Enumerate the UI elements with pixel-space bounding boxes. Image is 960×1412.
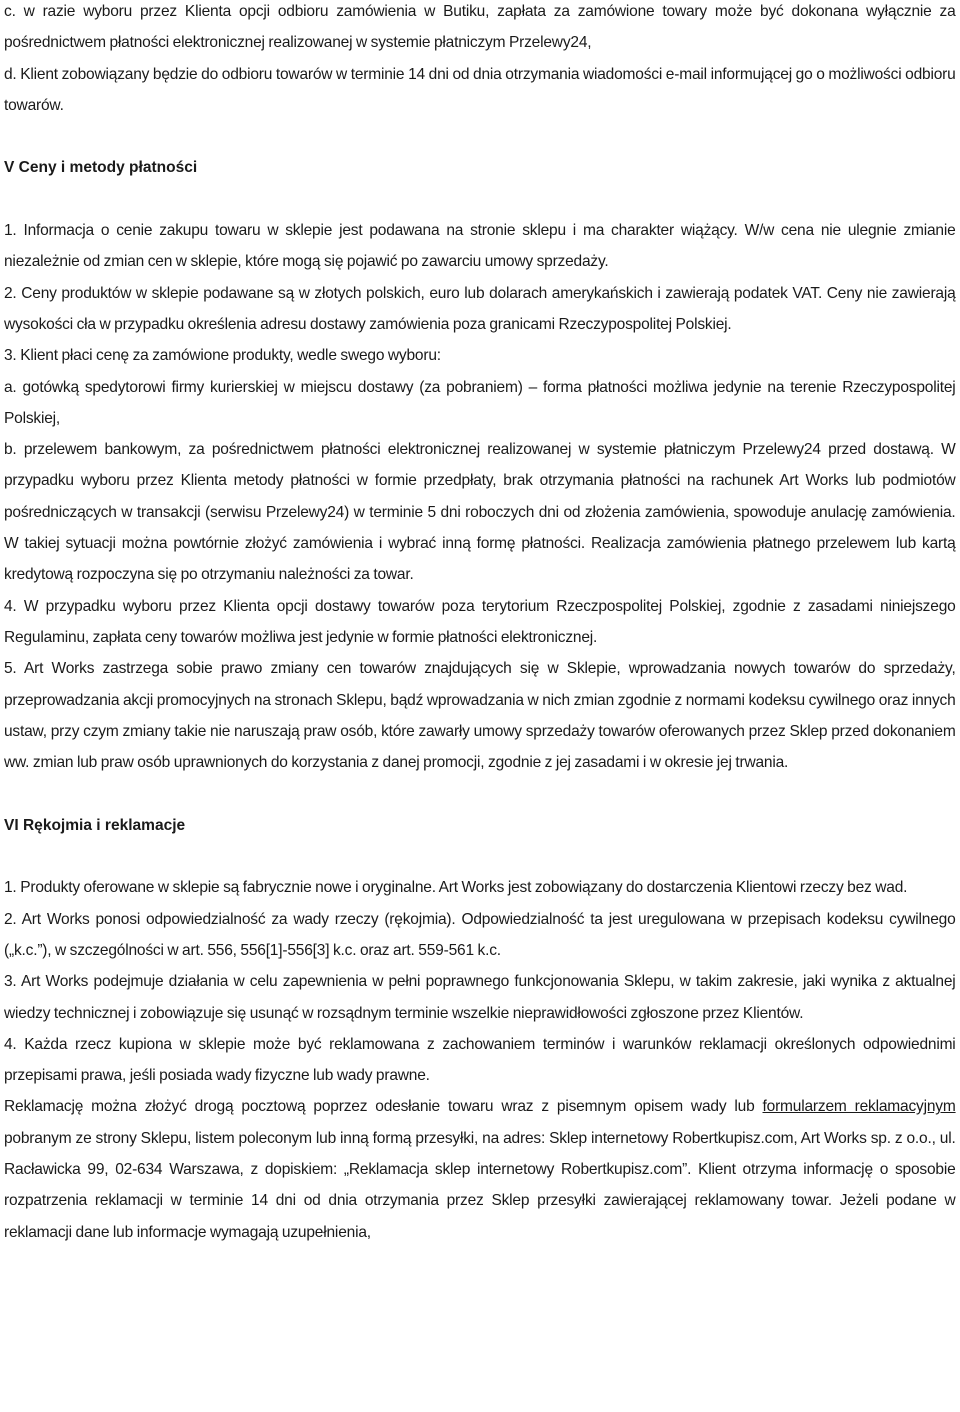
v-paragraph-4: 4. W przypadku wyboru przez Klienta opcji dostawy towarów poza terytorium Rzeczpospolitej Polskiej, zgodnie z zasadami niniejszego Regulaminu, zapłata ceny towarów możliwa jest jedynie w formie płatności elektronicznej.: [4, 597, 956, 646]
paragraph-c: c. w razie wyboru przez Klienta opcji odbioru zamówienia w Butiku, zapłata za zamówione towary może być dokonana wyłącznie za pośrednictwem płatności elektronicznej realizowanej w systemie płatniczym Przelewy24,: [4, 3, 956, 52]
vi-paragraph-1: 1. Produkty oferowane w sklepie są fabrycznie nowe i oryginalne. Art Works jest zobowiązany do dostarczenia Klientowi rzeczy bez wad.: [4, 879, 908, 897]
v-paragraph-3: 3. Klient płaci cenę za zamówione produkty, wedle swego wyboru:: [4, 347, 441, 365]
vi-paragraph-2: 2. Art Works ponosi odpowiedzialność za wady rzeczy (rękojmia). Odpowiedzialność ta jest uregulowana w przepisach kodeksu cywilnego („k.c.”), w szczególności w art. 556, 556[1]-556[3] k.c. oraz art. 559-561 k.c.: [4, 910, 956, 959]
vi-paragraph-3: 3. Art Works podejmuje działania w celu zapewnienia w pełni poprawnego funkcjonowania Sklepu, w takim zakresie, jaki wynika z aktualnej wiedzy technicznej i zobowiązuje się usunąć w rozsądnym terminie wszelkie nieprawidłowości zgłoszone przez Klientów.: [4, 973, 956, 1022]
spacer: [4, 184, 956, 215]
vi-paragraph-5: [4, 1091, 956, 1247]
spacer: [4, 121, 956, 152]
document-page: [4, 0, 956, 1248]
spacer: [4, 841, 956, 872]
complaint-text-before: Reklamację można złożyć drogą pocztową poprzez odesłanie towaru wraz z pisemnym opisem wady lub: [4, 1098, 763, 1116]
v-paragraph-2: 2. Ceny produktów w sklepie podawane są w złotych polskich, euro lub dolarach amerykańskich i zawierają podatek VAT. Ceny nie zawierają wysokości cła w przypadku określenia adresu dostawy zamówienia poza granicami Rzeczypospolitej Polskiej.: [4, 284, 956, 333]
v-paragraph-1: 1. Informacja o cenie zakupu towaru w sklepie jest podawana na stronie sklepu i ma charakter wiążący. W/w cena nie ulegnie zmianie niezależnie od zmian cen w sklepie, które mogą się pojawić po zawarciu umowy sprzedaży.: [4, 222, 956, 271]
paragraph-d: d. Klient zobowiązany będzie do odbioru towarów w terminie 14 dni od dnia otrzymania wiadomości e-mail informującej go o możliwości odbioru towarów.: [4, 65, 956, 114]
complaint-text-after: pobranym ze strony Sklepu, listem poleconym lub inną formą przesyłki, na adres: Sklep internetowy Robertkupisz.com, Art Works sp. z o.o., ul. Racławicka 99, 02-634 Warszawa, z dopiskiem: „Reklamacja sklep internetowy Robertkupisz.com”. Klient otrzyma informację o sposobie rozpatrzenia reklamacji w terminie 14 dni od dnia otrzymania przez Sklep przesyłki zawierającej reklamowany towar. Jeżeli podane w reklamacji dane lub informacje wymagają uzupełnienia,: [4, 1129, 956, 1241]
v-paragraph-3b: b. przelewem bankowym, za pośrednictwem płatności elektronicznej realizowanej w systemie płatniczym Przelewy24 przed dostawą. W przypadku wyboru przez Klienta metody płatności w formie przedpłaty, brak otrzymania płatności na rachunek Art Works lub podmiotów pośredniczących w transakcji (serwisu Przelewy24) w terminie 5 dni roboczych dni od złożenia zamówienia, spowoduje anulację zamówienia. W takiej sytuacji można powtórnie złożyć zamówienia i wybrać inną formę płatności. Realizacja zamówienia płatnego przelewem lub kartą kredytową rozpoczyna się po otrzymaniu należności za towar.: [4, 441, 956, 584]
section-heading-v: V Ceny i metody płatności: [4, 159, 198, 177]
spacer: [4, 778, 956, 809]
v-paragraph-3a: a. gotówką spedytorowi firmy kurierskiej w miejscu dostawy (za pobraniem) – forma płatności możliwa jedynie na terenie Rzeczypospolitej Polskiej,: [4, 378, 956, 427]
complaint-form-link[interactable]: formularzem reklamacyjnym: [762, 1098, 956, 1116]
vi-paragraph-4: 4. Każda rzecz kupiona w sklepie może być reklamowana z zachowaniem terminów i warunków reklamacji określonych odpowiednimi przepisami prawa, jeśli posiada wady fizyczne lub wady prawne.: [4, 1035, 956, 1085]
section-heading-vi: VI Rękojmia i reklamacje: [4, 816, 186, 834]
v-paragraph-5: 5. Art Works zastrzega sobie prawo zmiany cen towarów znajdujących się w Sklepie, wprowadzania nowych towarów do sprzedaży, przeprowadzania akcji promocyjnych na stronach Sklepu, bądź wprowadzania w nich zmian zgodnie z normami kodeksu cywilnego oraz innych ustaw, przy czym zmiany takie nie naruszają praw osób, które zawarły umowy sprzedaży towarów oferowanych przez Sklep przed dokonaniem ww. zmian lub praw osób uprawnionych do korzystania z danej promocji, zgodnie z jej zasadami i w okresie jej trwania.: [4, 660, 956, 772]
